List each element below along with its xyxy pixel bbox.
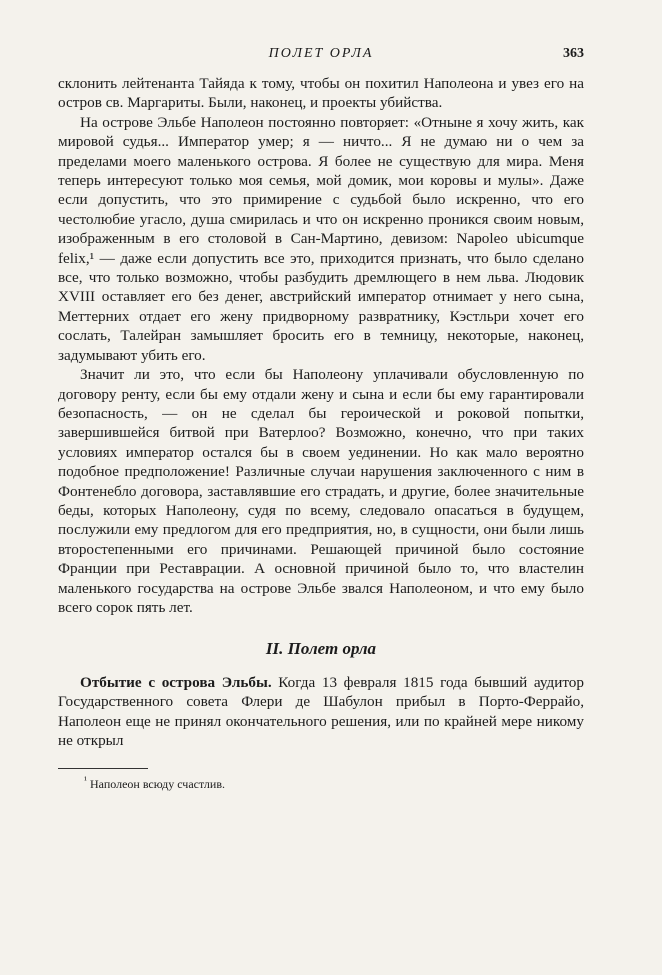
- section-lead: Отбытие с острова Эльбы.: [80, 673, 272, 691]
- section-paragraph: [58, 673, 584, 751]
- book-page: [58, 40, 584, 792]
- paragraph: Значит ли это, что если бы Наполеону уплачивали обусловленную по договору ренту, если бы ему отдали жену и сына и если бы ему гарантировали безопасность, — он не сделал бы героической и роковой попытки, завершившейся битвой при Ватерлоо? Возможно, конечно, что при таких условиях император остался бы в своем уединении. Но как мало вероятно подобное предположение! Различные случаи нарушения заключенного с ним в Фонтенебло договора, заставлявшие его страдать, и другие, более значительные беды, которых Наполеону, судя по всему, следовало опасаться в будущем, послужили ему предлогом для его предприятия, но, в сущности, они были лишь второстепенными его причинами. Решающей причиной было состояние Франции при Реставрации. А основной причиной было то, что властелин маленького государства на острове Эльбе звался Наполеоном, и что ему было всего сорок пять лет.: [58, 366, 584, 616]
- running-title: ПОЛЕТ ОРЛА: [268, 46, 374, 61]
- footnote-mark: ¹: [84, 775, 87, 787]
- section-text: Когда 13 февраля 1815 года бывший аудитор Государственного совета Флери де Шабулон прибыл в Порто-Феррайо, Наполеон еще не принял окончательного решения, или по крайней мере никому не открыл: [58, 673, 584, 749]
- paragraph: На острове Эльбе Наполеон постоянно повторяет: «Отныне я хочу жить, как мировой судья... Император умер; я — ничто... Я не думаю ни о чем за пределами моего маленького острова. Я более не существую для мира. Меня теперь интересуют только моя семья, мой домик, мои коровы и мулы». Даже если допустить, что это примирение с судьбой было искренно, что его честолюбие угасло, душа смирилась и что он искренно проникся своим новым, изображенным в его столовой в Сан-Мартино, девизом: Napoleo ubicumque felix,¹ — даже если допустить все это, приходится признать, что было сделано все, что только возможно, чтобы разбудить дремлющего в нем льва. Людовик XVIII оставляет его без денег, австрийский император отнимает у него сына, Меттерних отдает его жену придворному развратнику, Кэстльри хочет его сослать, Талейран замышляет бросить его в темницу, некоторые, наконец, задумывают убить его.: [58, 113, 584, 364]
- footnote-text: Наполеон всюду счастлив.: [90, 777, 226, 792]
- footnote-divider: [58, 768, 148, 769]
- paragraph: склонить лейтенанта Тайяда к тому, чтобы он похитил Наполеона и увез его на остров св. Маргариты. Были, наконец, и проекты убийства.: [58, 75, 584, 112]
- running-head: [58, 40, 584, 68]
- page-number: 363: [563, 46, 584, 61]
- footnote: [84, 775, 584, 792]
- section-title: II. Полет орла: [265, 639, 377, 659]
- body-text: [58, 74, 584, 750]
